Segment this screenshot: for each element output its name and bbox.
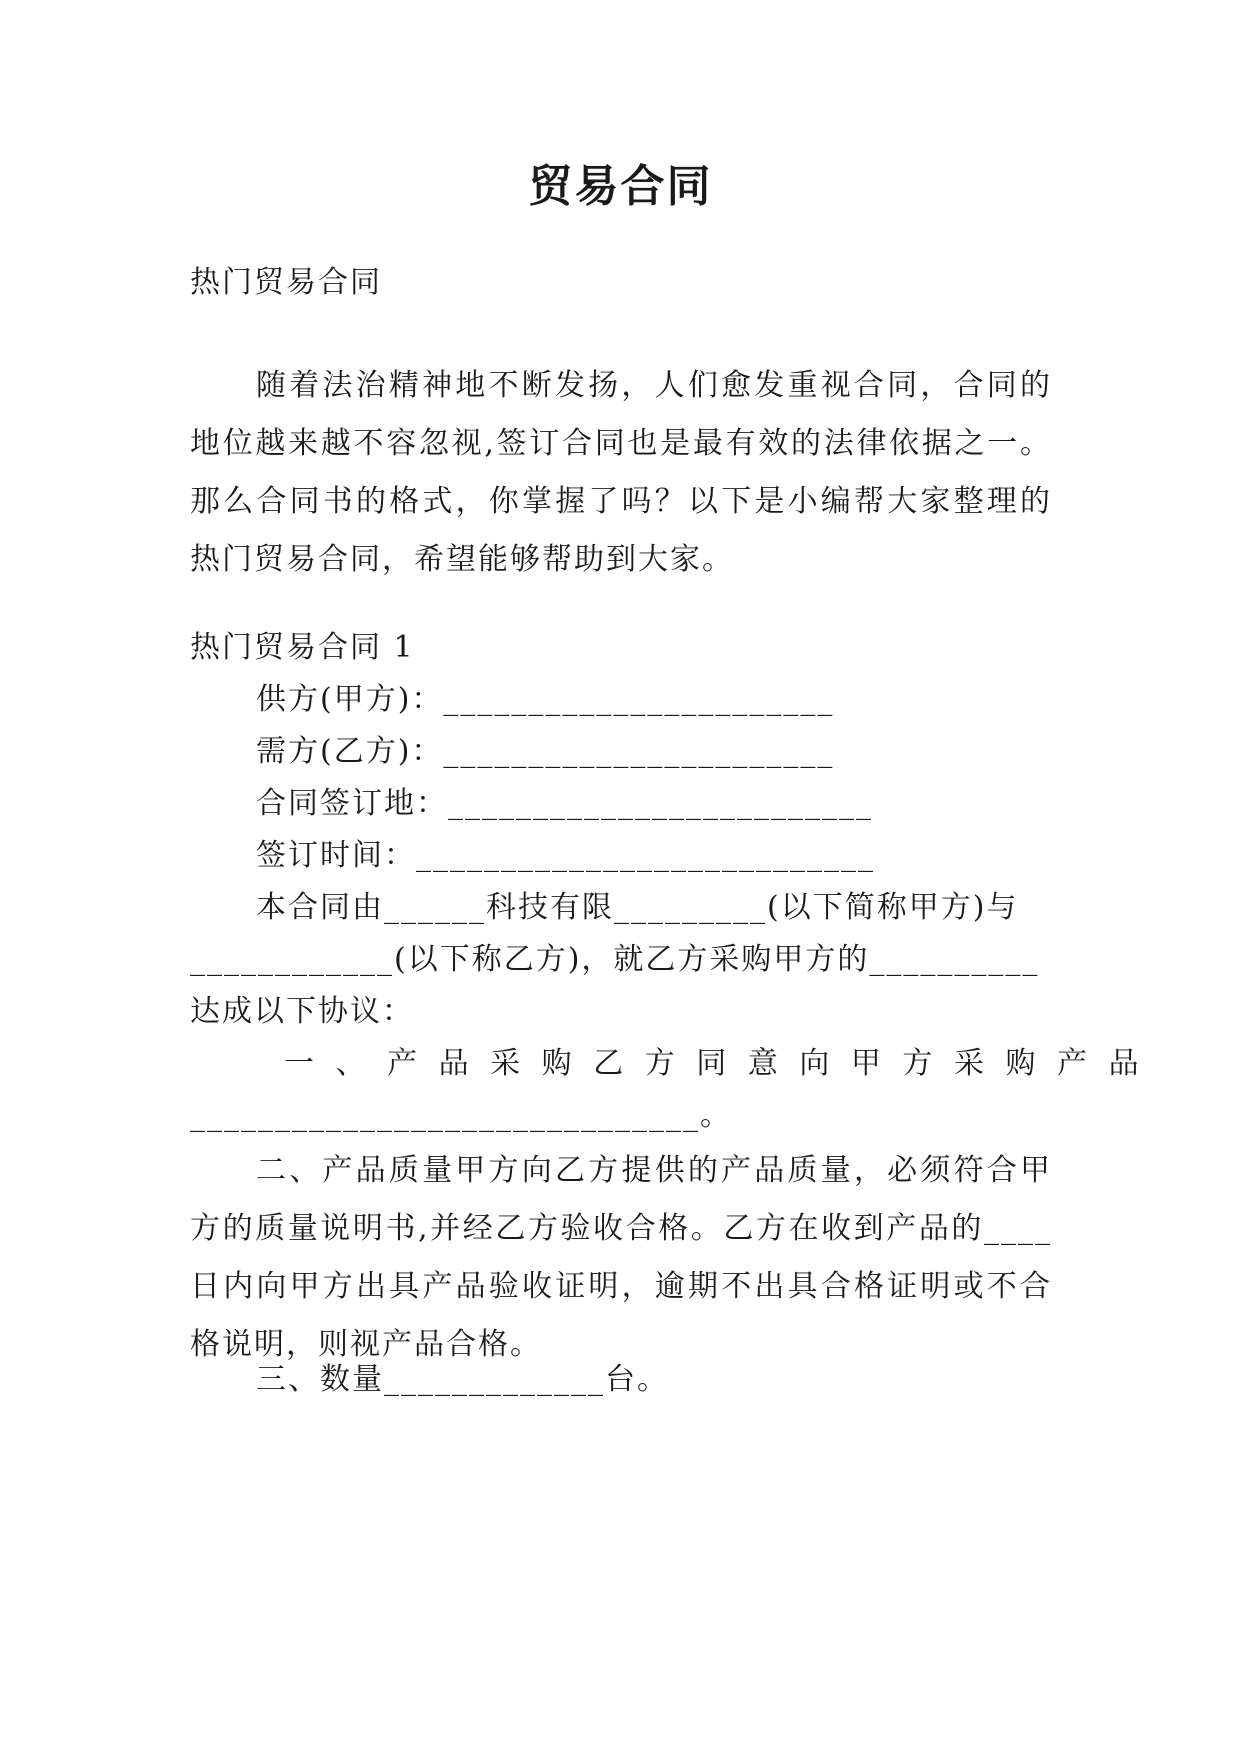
clause-1-line-2: ______________________________。 [190, 1098, 732, 1133]
document-title: 贸易合同 [528, 161, 713, 212]
supplier-field: 供方(甲方)：_______________________ [256, 682, 835, 717]
clause-1-line-1: 一 、 产 品 采 购 乙 方 同 意 向 甲 方 采 购 产 品 [284, 1046, 1145, 1081]
clause-3: 三、数量_____________台。 [256, 1362, 669, 1397]
clause-2-paragraph: 二、产品质量甲方向乙方提供的产品质量，必须符合甲方的质量说明书,并经乙方验收合格。乙方在收到产品的____日内向甲方出具产品验收证明，逾期不出具合格证明或不合格说明，则视产品合格。 [190, 1153, 1052, 1362]
section-title: 热门贸易合同 1 [190, 630, 415, 665]
buyer-field: 需方(乙方)：_______________________ [256, 734, 835, 769]
preamble-line-3: 达成以下协议： [190, 994, 414, 1029]
signing-place-field: 合同签订地：_________________________ [256, 786, 873, 821]
preamble-line-1: 本合同由______科技有限_________(以下简称甲方)与 [256, 890, 1019, 925]
signing-time-field: 签订时间：___________________________ [256, 838, 875, 873]
preamble-line-2: ____________(以下称乙方)，就乙方采购甲方的__________ [190, 942, 1040, 977]
intro-paragraph: 随着法治精神地不断发扬，人们愈发重视合同，合同的地位越来越不容忽视,签订合同也是最有效的法律依据之一。那么合同书的格式，你掌握了吗？以下是小编帮大家整理的热门贸易合同，希望能够帮助到大家。 [190, 368, 1052, 577]
subtitle: 热门贸易合同 [190, 265, 382, 300]
